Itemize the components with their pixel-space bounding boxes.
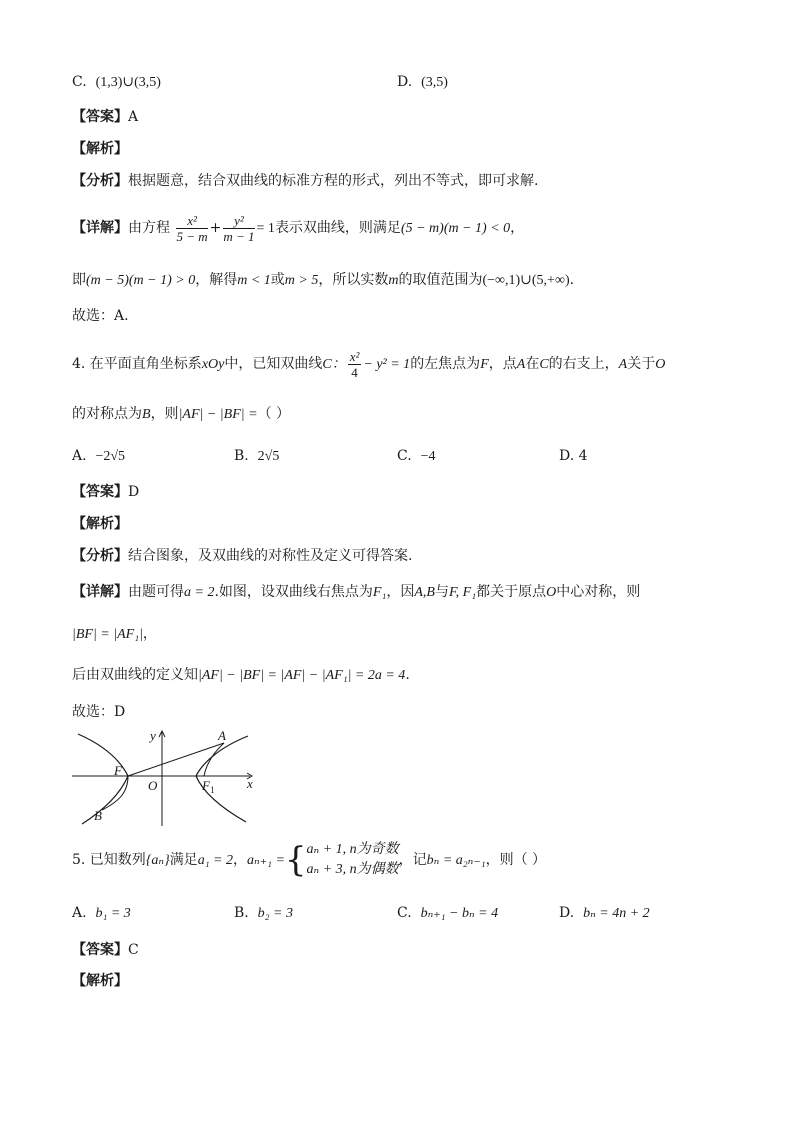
q3-option-c-value: (1,3)∪(3,5) [95, 75, 161, 90]
q5-answer: 【答案】C [72, 942, 139, 958]
q4-stem-line2: 的对称点为B，则|AF| − |BF| =（ ） [72, 406, 291, 422]
q4-expression: |AF| − |BF| = [178, 407, 258, 422]
q4-answer: 【答案】D [72, 484, 140, 500]
q5-option-a: A. b₁ = 3 [72, 905, 131, 921]
q3-fraction-y: $\frac{\text{y²}}{m - 1}$ [223, 212, 255, 244]
hyperbola-figure [70, 728, 256, 828]
label-y: y [150, 728, 156, 743]
q3-conclusion: 故选：A. [72, 308, 129, 324]
piecewise-cases: aₙ + 1, n为奇数 aₙ + 3, n为偶数 [306, 842, 399, 877]
label-x: x [247, 776, 253, 791]
q4-stem: 4. 在平面直角坐标系xOy中，已知双曲线C： $\frac{\text{x²}}{4}$ − y² = 1的左焦点为F，点A在C的右支上，A关于O [72, 348, 666, 380]
q4-xiangjie: 【详解】由题可得a = 2.如图，设双曲线右焦点为F₁，因A,B与F, F₁都关于原点O中心对称，则 [72, 584, 641, 600]
q4-fenxi: 【分析】结合图象，及双曲线的对称性及定义可得答案. [72, 548, 413, 564]
q5-analysis-heading: 【解析】 [72, 973, 128, 989]
q3-xiangjie: 【详解】由方程 $\frac{\text{x²}}{5 - m}$ + $\frac{\text{y²}}{m - 1}$ = 1表示双曲线，则满足(5 − m)(m − 1) < 0， [72, 212, 525, 244]
label-B: B [94, 808, 102, 823]
q3-fenxi: 【分析】根据题意，结合双曲线的标准方程的形式，列出不等式，即可求解. [72, 173, 539, 189]
label-A: A [218, 728, 226, 743]
q4-fraction: $\frac{\text{x²}}{4}$ [349, 348, 360, 380]
label-F1: $F_1$ [202, 778, 215, 795]
q3-option-d: D. (3,5) [397, 74, 448, 90]
q4-xiangjie-line3: 后由双曲线的定义知|AF| − |BF| = |AF| − |AF₁| = 2a = 4. [72, 667, 410, 683]
label-F: F [114, 763, 122, 778]
q4-option-a: A. −2√5 [72, 448, 126, 464]
q3-fraction-x: $\frac{\text{x²}}{5 - m}$ [176, 212, 208, 244]
q5-option-d: D. bₙ = 4n + 2 [559, 905, 650, 921]
piecewise-brace: { [284, 840, 307, 880]
segment-AF1 [204, 743, 224, 776]
q4-option-d: D. 4 [559, 448, 588, 464]
q3-inequality-1: (5 − m)(m − 1) < 0 [400, 221, 511, 236]
q3-option-d-value: (3,5) [421, 75, 448, 90]
label-O: O [148, 778, 158, 793]
q3-analysis-heading: 【解析】 [72, 141, 128, 157]
left-branch [78, 734, 128, 824]
q4-option-b: B. 2√5 [234, 448, 280, 464]
q4-option-c: C. −4 [397, 448, 436, 464]
segment-BF [102, 776, 128, 810]
q5-option-b: B. b₂ = 3 [234, 905, 293, 921]
q3-range: (−∞,1)∪(5,+∞) [482, 273, 570, 288]
q3-option-c: C. (1,3)∪(3,5) [72, 74, 161, 90]
q5-stem: 5. 已知数列{aₙ}满足a₁ = 2，aₙ₊₁ ={ aₙ + 1, n为奇数 aₙ + 3, n为偶数 ，记bₙ = a₂ₙ₋₁，则（ ） [72, 840, 547, 880]
q3-solution-line: 即(m − 5)(m − 1) > 0，解得m < 1或m > 5，所以实数m的取值范围为(−∞,1)∪(5,+∞). [72, 272, 575, 288]
q3-answer: 【答案】A [72, 109, 139, 125]
q5-option-c: C. bₙ₊₁ − bₙ = 4 [397, 905, 499, 921]
q4-xiangjie-line2: |BF| = |AF₁|， [72, 626, 157, 642]
q4-conclusion: 故选：D [72, 704, 126, 720]
q4-analysis-heading: 【解析】 [72, 516, 128, 532]
